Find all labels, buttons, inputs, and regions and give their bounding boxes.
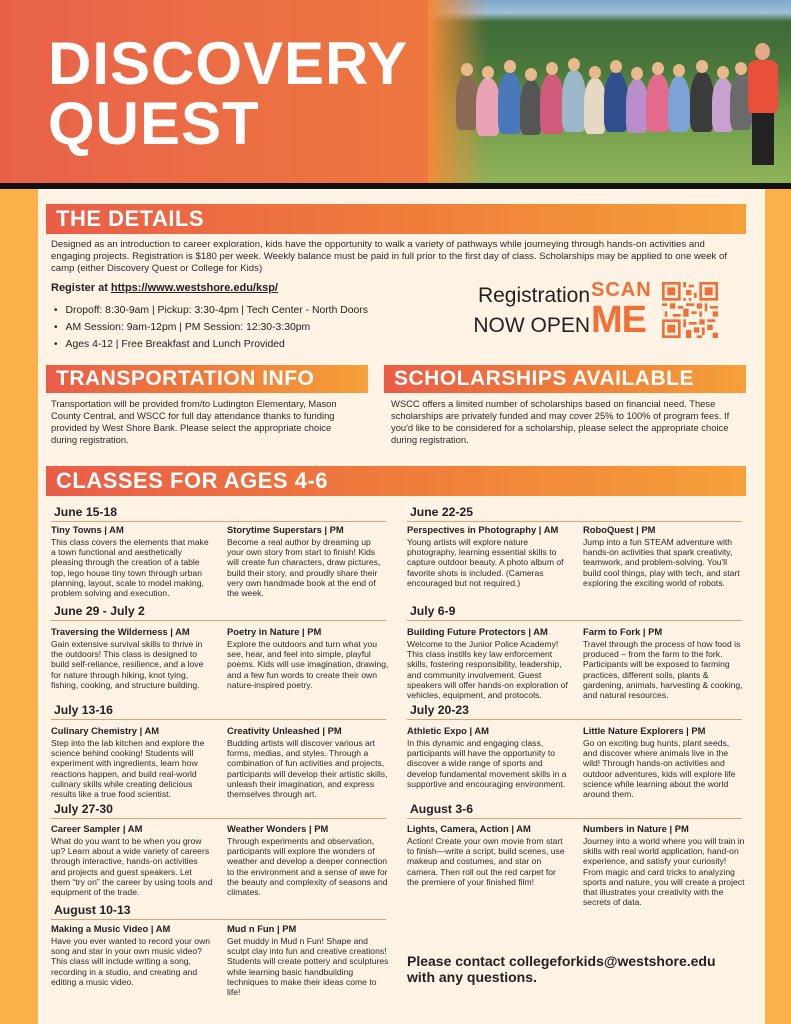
- register-link[interactable]: https://www.westshore.edu/ksp/: [110, 282, 278, 294]
- class-description: Budding artists will discover various art forms, medias, and styles. Through a combination of fun activities and projects, participants will develop their artistic skills, unleash their imagination, and express themselves through art.: [227, 738, 388, 800]
- class-description: In this dynamic and engaging class, participants will have the opportunity to discover a wide range of sports and develop fundamental movement skills in a supportive and encouraging environment.: [407, 738, 567, 789]
- week-divider: [51, 521, 386, 522]
- week-date: July 6-9: [410, 604, 456, 618]
- scholarships-body: WSCC offers a limited number of scholarships based on financial need. These scholarships are privately funded and may cover 25% to 100% of program fees. If you'd like to be considered for a scholarship, please select the appropriate choice during registration.: [391, 398, 730, 445]
- class-title: Lights, Camera, Action | AM: [407, 823, 531, 834]
- header-banner: [0, 0, 791, 183]
- class-title: RoboQuest | PM: [583, 524, 656, 535]
- week-divider: [51, 719, 386, 720]
- class-card-pm: [227, 823, 389, 897]
- group-photo: [428, 0, 791, 183]
- contact-note: Please contact collegeforkids@westshore.edu with any questions.: [407, 953, 716, 985]
- photo-child: [668, 76, 690, 132]
- class-description: Gain extensive survival skills to thrive in the outdoors! This class is designed to build self-reliance, resilience, and a love for nature through hiking, knot tying, fishing, cooking, and structure building.: [51, 639, 204, 690]
- class-description: This class covers the elements that make a town functional and aesthetically pleasing through the creation of a table top, lego house tiny town through urban planning, layout, scale to model making, problem solving and execution.: [51, 537, 209, 599]
- photo-child: [562, 70, 586, 132]
- photo-child: [498, 72, 522, 134]
- registration-line-2: NOW OPEN: [473, 314, 590, 337]
- week-date: June 22-25: [410, 505, 474, 519]
- class-card-am: [51, 524, 213, 598]
- class-description: Through experiments and observation, participants will explore the wonders of weather and develop a deeper connection to the environment and a sense of awe for the beauty and complexity of seasons and climates.: [227, 836, 388, 898]
- title-line-2: QUEST: [48, 90, 260, 157]
- class-card-pm: [583, 725, 745, 799]
- qr-code-icon[interactable]: [662, 282, 718, 338]
- week-divider: [51, 818, 386, 819]
- page-title: [48, 30, 409, 157]
- class-description: Go on exciting bug hunts, plant seeds, and discover where animals live in the wild! Through hands-on activities and outdoor adventures, kids will explore life science while learning about the world around them.: [583, 738, 736, 800]
- class-title: Building Future Protectors | AM: [407, 626, 548, 637]
- class-description: Travel through the process of how food is produced – from the farm to the fork. Participants will be exposed to farming practices, different soils, plants & gardening, animals, harvesting & cooking, and natural resources.: [583, 639, 743, 701]
- class-description: Welcome to the Junior Police Academy! This class instills key law enforcement skills, fostering responsibility, leadership, and community involvement. Guest speakers will offer hands-on exploration of vehicles, equipment, and protocols.: [407, 639, 568, 701]
- class-card-pm: [227, 626, 389, 690]
- class-card-am: [51, 923, 213, 987]
- class-title: Athletic Expo | AM: [407, 725, 489, 736]
- registration-open: [440, 281, 590, 341]
- week-date: July 20-23: [410, 703, 469, 717]
- register-line: [51, 282, 278, 294]
- photo-child: [540, 74, 564, 134]
- details-bullet: • Dropoff: 8:30-9am | Pickup: 3:30-4pm | Tech Center - North Doors: [54, 302, 368, 319]
- scholarships-heading: SCHOLARSHIPS AVAILABLE: [384, 365, 746, 393]
- week-divider: [51, 919, 386, 920]
- class-title: Traversing the Wilderness | AM: [51, 626, 190, 637]
- class-title: Weather Wonders | PM: [227, 823, 329, 834]
- week-divider: [407, 521, 742, 522]
- class-description: Action! Create your own movie from start to finish—write a script, build scenes, use makeup and costumes, and star on camera. Then roll out the red carpet for the premiere of your finished film!: [407, 836, 565, 887]
- register-label: Register at: [51, 282, 111, 294]
- week-date: August 3-6: [410, 802, 473, 816]
- class-card-am: [407, 725, 569, 789]
- week-divider: [407, 620, 742, 621]
- photo-child: [690, 72, 714, 132]
- class-card-am: [51, 725, 213, 799]
- photo-child: [520, 80, 542, 135]
- photo-child: [626, 79, 648, 133]
- class-card-am: [51, 823, 213, 897]
- class-description: Get muddy in Mud n Fun! Shape and sculpt clay into fun and creative creations! Students will create pottery and sculptures while learning basic handbuilding techniques to make their ideas come to life!: [227, 936, 389, 998]
- photo-child: [476, 78, 500, 136]
- class-title: Career Sampler | AM: [51, 823, 143, 834]
- week-divider: [407, 818, 742, 819]
- week-date: July 27-30: [54, 802, 113, 816]
- me-text: ME: [591, 299, 646, 341]
- class-description: What do you want to be when you grow up? Learn about a wide variety of careers through interactive, hands-on activities and projects and guest speakers. Let them “try on” the career by using tools and equipment of the trade.: [51, 836, 213, 898]
- class-title: Farm to Fork | PM: [583, 626, 663, 637]
- class-description: Step into the lab kitchen and explore the science behind cooking! Students will experiment with ingredients, learn how reactions happen, and build real-world culinary skills while creating delicious results like a true food scientist.: [51, 738, 205, 800]
- details-bullet: • Ages 4-12 | Free Breakfast and Lunch Provided: [54, 336, 368, 353]
- class-card-pm: [583, 626, 745, 700]
- class-title: Mud n Fun | PM: [227, 923, 297, 934]
- class-title: Little Nature Explorers | PM: [583, 725, 706, 736]
- week-date: June 29 - July 2: [54, 604, 145, 618]
- photo-child: [604, 72, 628, 132]
- details-intro: Designed as an introduction to career exploration, kids have the opportunity to walk a variety of pathways while journeying through hands-on activities and engaging projects. Registration is $180 per week. Weekly balance must be paid in full prior to the first day of class. Scholarships may be applied to one week of camp (either Discovery Quest or College for Kids): [51, 239, 728, 275]
- week-date: June 15-18: [54, 505, 118, 519]
- class-description: Explore the outdoors and turn what you see, hear, and feel into simple, playful poems. Kids will use imagination, drawing, and a few fun words to create their own nature-inspired poetry.: [227, 639, 389, 690]
- week-divider: [51, 620, 386, 621]
- photo-child: [646, 74, 670, 132]
- classes-heading: CLASSES FOR AGES 4-6: [46, 466, 746, 496]
- class-description: Become a real author by dreaming up your own story from start to finish! Kids will create fun characters, draw pictures, build their story, and proudly share their very own handmade book at the end of the week.: [227, 537, 381, 599]
- photo-child: [584, 78, 606, 134]
- class-description: Have you ever wanted to record your own song and star in your own music video? This class will include writing a song, recording in a studio, and creating and editing a music video.: [51, 936, 211, 987]
- class-title: Poetry in Nature | PM: [227, 626, 322, 637]
- class-title: Tiny Towns | AM: [51, 524, 124, 535]
- class-description: Journey into a world where you will train in skills with real world application, hand-on experience, and satisfy your curiosity! From magic and card tricks to analyzing sports and nature, you will create a project that illustrates your creativity with the secrets of data.: [583, 836, 745, 908]
- class-card-pm: [227, 725, 389, 799]
- class-title: Numbers in Nature | PM: [583, 823, 689, 834]
- class-card-pm: [583, 823, 745, 907]
- week-date: July 13-16: [54, 703, 113, 717]
- class-title: Creativity Unleashed | PM: [227, 725, 342, 736]
- week-divider: [407, 719, 742, 720]
- class-title: Storytime Superstars | PM: [227, 524, 344, 535]
- week-date: August 10-13: [54, 903, 131, 917]
- class-card-pm: [583, 524, 745, 588]
- class-description: Young artists will explore nature photography, learning essential skills to capture outdoor beauty. A photo album of favorite shots is included. (Cameras encouraged but not required.): [407, 537, 564, 588]
- class-title: Making a Music Video | AM: [51, 923, 171, 934]
- photo-child: [456, 75, 478, 130]
- class-card-pm: [227, 923, 389, 997]
- scan-text: SCAN: [591, 279, 652, 301]
- transportation-heading: TRANSPORTATION INFO: [46, 365, 368, 393]
- class-card-am: [51, 626, 213, 690]
- class-card-pm: [227, 524, 389, 598]
- details-list: [54, 302, 368, 353]
- transportation-body: Transportation will be provided from/to Ludington Elementary, Mason County Central, and WSCC for full day attendance thanks to funding provided by West Shore Bank. Please select the appropriate choice during registration.: [51, 398, 337, 445]
- class-title: Culinary Chemistry | AM: [51, 725, 160, 736]
- photo-adult: [748, 45, 778, 165]
- title-line-1: DISCOVERY: [48, 30, 409, 97]
- details-heading: THE DETAILS: [46, 204, 746, 234]
- registration-line-1: Registration: [477, 284, 590, 307]
- class-title: Perspectives in Photography | AM: [407, 524, 559, 535]
- class-description: Jump into a fun STEAM adventure with hands-on activities that spark creativity, teamwork, and problem-solving. You'll build cool things, play with tech, and start exploring the exciting world of robots.: [583, 537, 740, 588]
- class-card-am: [407, 626, 569, 700]
- class-card-am: [407, 823, 569, 887]
- class-card-am: [407, 524, 569, 588]
- details-bullet: • AM Session: 9am-12pm | PM Session: 12:30-3:30pm: [54, 319, 368, 336]
